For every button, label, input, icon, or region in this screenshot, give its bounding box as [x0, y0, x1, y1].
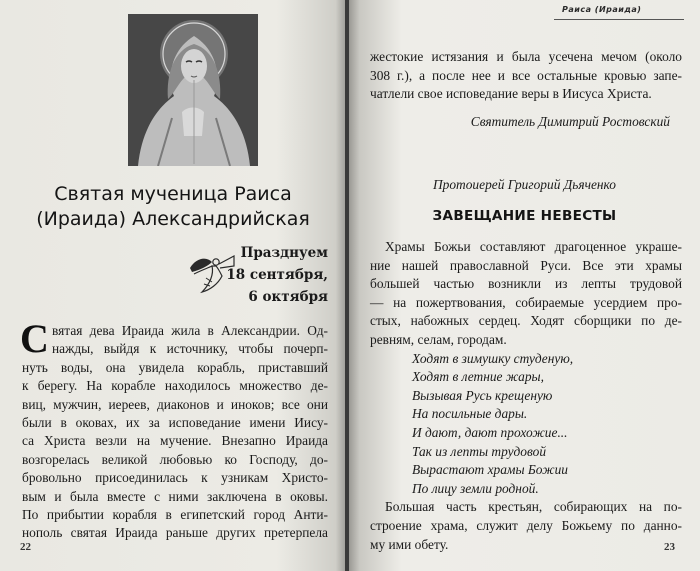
body-line: к берегу. На корабле находилось множество де-	[22, 378, 328, 394]
body-line: са Христа везли на мучение. Внезапно Ираида	[22, 433, 328, 449]
paragraph-line: му ими обету.	[370, 536, 449, 552]
body-line: бровольно присоединилась к узникам Христо-	[22, 470, 328, 486]
body-line: нуть воды, она увидела корабль, приставший	[22, 359, 328, 375]
running-head-rule	[554, 19, 684, 20]
poem-line: Вырастают храмы Божии	[412, 462, 568, 478]
body-line: вым и была вместе с ними заключена в оковы.	[22, 488, 328, 504]
running-head: Раиса (Ираида)	[562, 5, 642, 14]
body-line: виц, мужчин, иереев, диаконов и иноков; все они	[22, 396, 328, 412]
poem-line: И дают, дают прохожие...	[412, 425, 568, 440]
paragraph-line: — на пожертвования, собираемые усердием про-	[370, 294, 682, 310]
body-line: По прибытии корабля в египетский город Анти-	[22, 507, 328, 522]
page-number-left: 22	[20, 541, 31, 553]
paragraph-line: строение храма, служит делу Божьему по данно-	[370, 518, 682, 533]
section-heading: ЗАВЕЩАНИЕ НЕВЕСТЫ	[432, 208, 617, 224]
feast-date-2: 6 октября	[248, 289, 328, 305]
feast-date-1: 18 сентября,	[226, 267, 328, 283]
poem-line: На посильные дары.	[412, 406, 528, 422]
body-line: вятая дева Ираида жила в Александрии. Од-	[52, 323, 328, 338]
poem-line: Вызывая Русь крещеную	[412, 387, 553, 403]
feast-label: Празднуем	[240, 245, 328, 261]
saint-title-line-1: Святая мученица Раиса	[54, 183, 292, 205]
continuation-line: жестокие истязания и была усечена мечом (около	[370, 49, 682, 64]
continuation-line: чатлели свое исповедание веры в Иисуса Христа.	[370, 86, 652, 102]
paragraph-line: ние нашей православной Руси. Все эти храмы	[370, 257, 682, 273]
paragraph-line: Большая часть крестьян, собирающих на по-	[385, 499, 682, 515]
poem-line: Ходят в зимушку студеную,	[412, 350, 574, 366]
paragraph-line: Храмы Божьи составляют драгоценное украше-	[385, 239, 682, 254]
page-number-right: 23	[664, 541, 675, 553]
poem-line: Ходят в летние жары,	[412, 369, 544, 385]
poem-line: По лицу земли родной.	[412, 480, 539, 496]
paragraph-line: стых, набожных сердец. Ходят сборщики по де-	[370, 313, 682, 329]
body-line: были в оковах, их за исповедание имени Иису-	[22, 415, 328, 430]
poem-line: Так из лепты трудовой	[412, 443, 547, 459]
signature: Святитель Димитрий Ростовский	[470, 113, 670, 129]
continuation-line: 308 г.), а после нее и все остальные кровью запе-	[370, 67, 682, 83]
body-line: нополь святая Ираида раньше других претерпела	[22, 525, 328, 541]
saint-title-line-2: (Ираида) Александрийская	[36, 208, 310, 230]
author-line: Протоиерей Григорий Дьяченко	[433, 177, 616, 192]
paragraph-line: ревням, селам, городам.	[370, 332, 507, 347]
drop-cap: С	[20, 316, 49, 361]
body-line: нажды, выйдя к источнику, чтобы почерп-	[52, 341, 328, 357]
body-line: возгорелась великой любовью ко Господу, до-	[22, 451, 328, 467]
paragraph-line: большей частью возникли из лепты трудовой	[370, 276, 682, 292]
saint-icon-image	[128, 14, 258, 166]
